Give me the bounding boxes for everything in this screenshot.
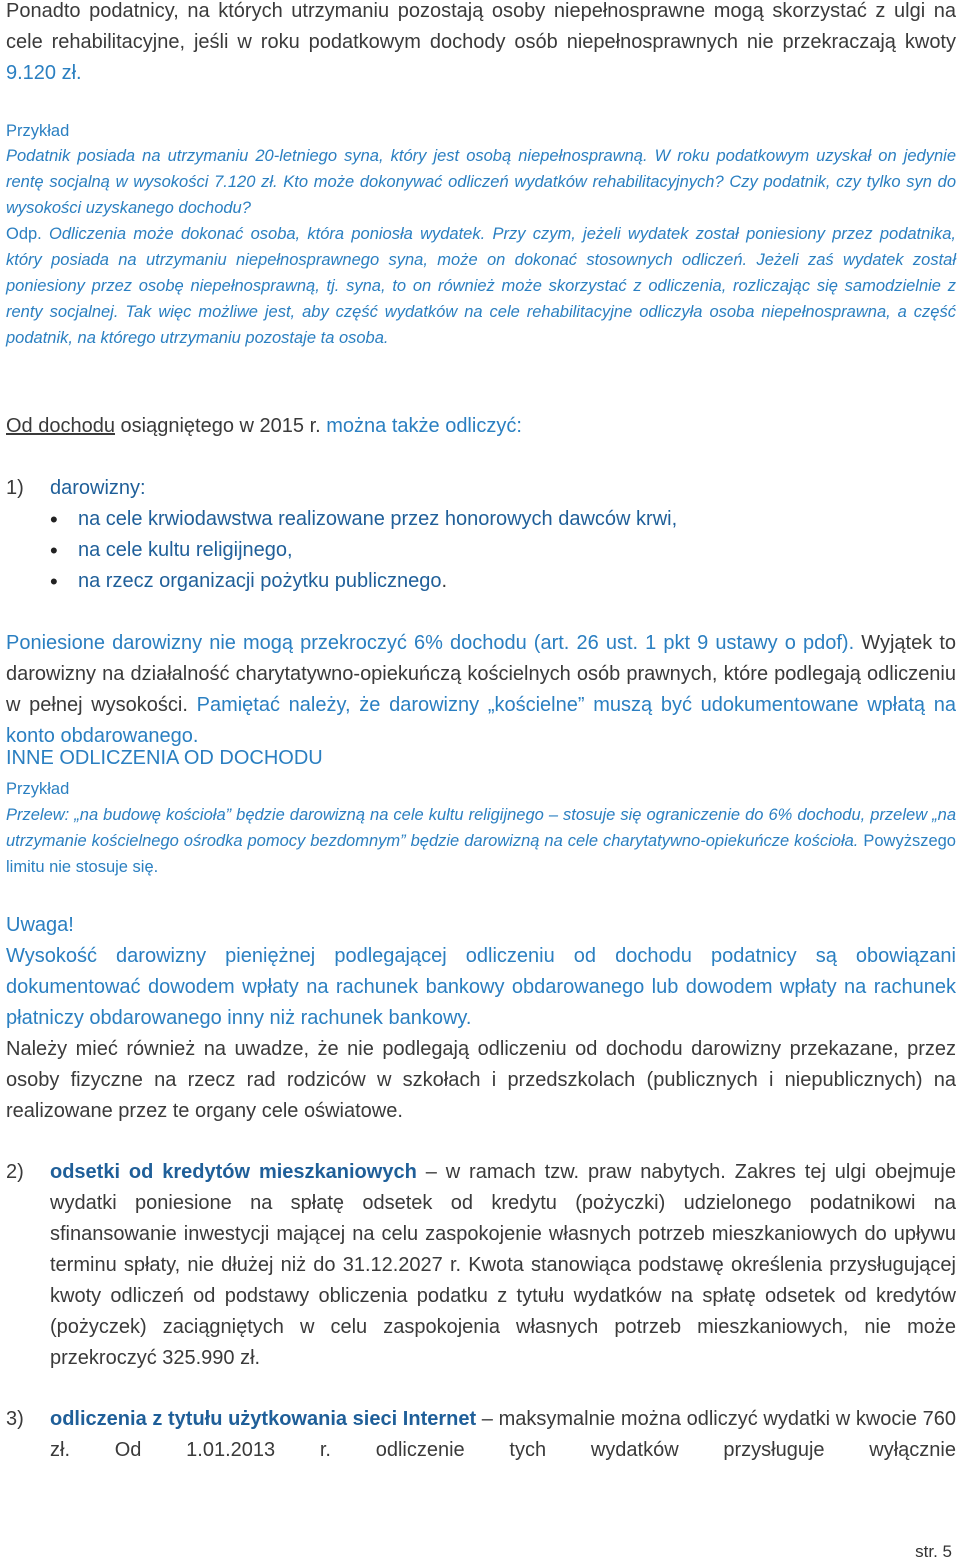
item-title: odliczenia z tytułu użytkowania sieci Internet — [50, 1408, 477, 1430]
example-2-text — [6, 802, 956, 880]
example-label: Przykład — [6, 122, 70, 140]
item-number: 3) — [6, 1408, 24, 1430]
item-title: odsetki od kredytów mieszkaniowych — [50, 1161, 417, 1183]
page-number: str. 5 — [915, 1542, 952, 1561]
answer-label: Odp. — [6, 225, 42, 243]
exception-text: Wyjątek to darowizny na działalność charytatywno-opiekuńczą kościelnych osób prawnych, które podlegają odliczeniu w pełnej wysokości. — [6, 632, 956, 716]
item-title: darowizny: — [50, 477, 146, 499]
list-item: • na cele kultu religijnego, — [6, 535, 956, 566]
list-item-1 — [6, 473, 956, 504]
warning-paragraph-1: Wysokość darowizny pieniężnej podlegającej odliczeniu od dochodu podatnicy są obowiązani dokumentować dowodem wpłaty na rachunek bankowy obdarowanego lub dowodem wpłaty na rachunek płatniczy obdarowanego inny niż rachunek bankowy. — [6, 945, 956, 1029]
bullet-3-text: na rzecz organizacji pożytku publicznego — [78, 570, 442, 592]
intro-amount: 9.120 zł. — [6, 62, 82, 84]
section-subheading — [6, 411, 522, 442]
item-text: – maksymalnie można odliczyć wydatki w kwocie 760 zł. Od 1.01.2013 r. odliczenie tych wydatków przysługuje wyłącznie — [50, 1408, 956, 1461]
limit-text: Poniesione darowizny nie mogą przekroczyć 6% dochodu (art. 26 ust. 1 pkt 9 ustawy o pdof). — [6, 632, 855, 654]
answer-text: Odliczenia może dokonać osoba, która poniosła wydatek. Przy czym, jeżeli wydatek został poniesiony przez podatnika, który posiada na utrzymaniu niepełnosprawnego syna, może on dokonać stosownych odliczeń. Jeżeli zaś wydatek został poniesiony przez osobę niepełnosprawną, tj. syna, to on również może skorzystać z odliczenia, rozliczając się samodzielnie z renty socjalnej. Tak więc możliwe jest, aby część wydatków na cele rehabilitacyjne odliczyła osoba niepełnosprawna, a część podatnik, na którego utrzymaniu pozostaje ta osoba. — [6, 225, 956, 347]
intro-paragraph — [6, 0, 956, 89]
warning-paragraph-2: Należy mieć również na uwadze, że nie podlegają odliczeniu od dochodu darowizny przekazane, przez osoby fizyczne na rzecz rad rodziców w szkołach i przedszkolach (publicznych i niepublicznych) na realizowane przez te organy cele oświatowe. — [6, 1038, 956, 1122]
item-text: – w ramach tzw. praw nabytych. Zakres tej ulgi obejmuje wydatki poniesione na spłatę odsetek od kredytu (pożyczki) udzielonego podatnikowi na sfinansowanie inwestycji mającej na celu zaspokojenie własnych potrzeb mieszkaniowych do upływu terminu spłaty, nie dłużej niż do 31.12.2027 r. Kwota stanowiąca podstawę określenia przysługującej kwoty odliczeń od podstawy obliczenia podatku z tytułu wydatków na spłatę odsetek od kredytów (pożyczek) zaciągniętych w celu zaspokojenia własnych potrzeb mieszkaniowych, nie może przekroczyć 325.990 zł. — [50, 1161, 956, 1369]
sub-blue: można także odliczyć: — [320, 415, 522, 437]
sub-underlined: Od dochodu — [6, 415, 115, 437]
list-item-2 — [6, 1157, 956, 1374]
list-item: • na cele krwiodawstwa realizowane przez honorowych dawców krwi, — [6, 504, 956, 535]
example-2-italic: Przelew: „na budowę kościoła” będzie darowizną na cele kultu religijnego – stosuje się ograniczenie do 6% dochodu, przelew „na utrzymanie kościelnego ośrodka pomocy bezdomnym” będzie darowizną na cele charytatywno-opiekuńcze kościoła. — [6, 806, 956, 850]
donation-limit-paragraph — [6, 628, 956, 752]
section-heading: INNE ODLICZENIA OD DOCHODU — [6, 747, 323, 769]
warning-title: Uwaga! — [6, 914, 74, 936]
intro-text: Ponadto podatnicy, na których utrzymaniu pozostają osoby niepełnosprawne mogą skorzystać z ulgi na cele rehabilitacyjne, jeśli w roku podatkowym dochody osób niepełnosprawnych nie przekraczają kwoty — [6, 0, 956, 53]
list-item-3 — [6, 1404, 956, 1466]
example-2-blue: Powyższego limitu nie stosuje się. — [6, 832, 956, 876]
bullet-3-tail: . — [441, 570, 448, 592]
list-item — [6, 566, 956, 597]
example-question: Podatnik posiada na utrzymaniu 20-letniego syna, który jest osobą niepełnosprawną. W roku podatkowym uzyskał on jedynie rentę socjalną w wysokości 7.120 zł. Kto może dokonywać odliczeń wydatków rehabilitacyjnych? Czy podatnik, czy tylko syn do wysokości uzyskanego dochodu? — [6, 147, 956, 217]
example-answer — [6, 221, 956, 351]
sub-rest: osiągniętego w 2015 r. — [114, 415, 321, 437]
church-text: Pamiętać należy, że darowizny „kościelne” muszą być udokumentowane wpłatą na konto obdarowanego. — [6, 694, 956, 747]
item-number: 2) — [6, 1161, 24, 1183]
donation-list — [6, 504, 956, 597]
example-2-label: Przykład — [6, 780, 70, 798]
item-number: 1) — [6, 477, 24, 499]
